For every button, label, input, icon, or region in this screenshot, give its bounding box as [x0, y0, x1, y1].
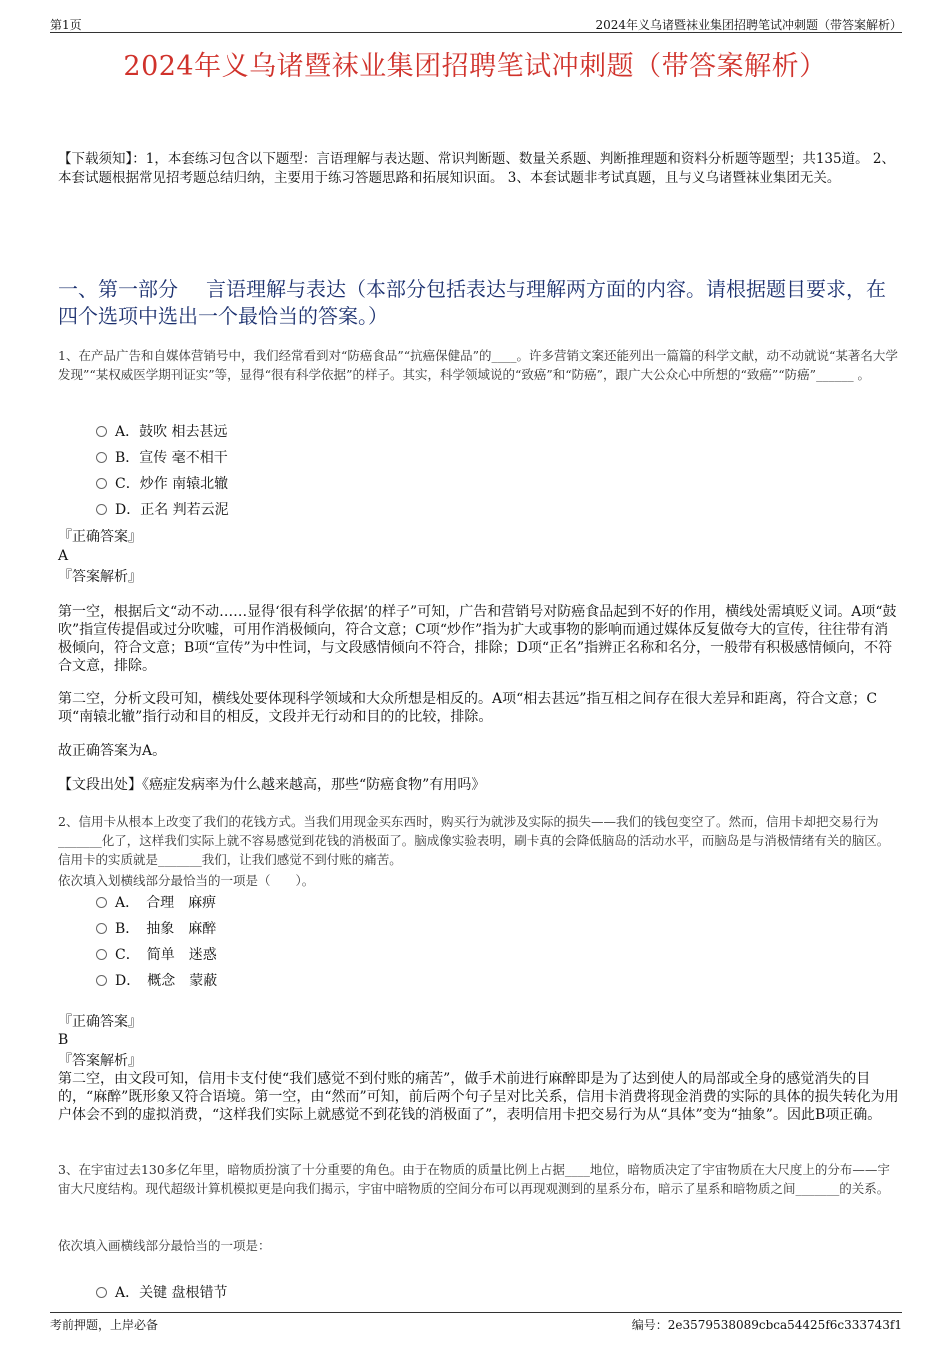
q2-answer-label: 『正确答案』 — [58, 1014, 142, 1030]
section-number: 一、第一部分 — [58, 277, 178, 301]
q3-stem: 3、在宇宙过去130多亿年里，暗物质扮演了十分重要的角色。由于在物质的质量比例上占据____地位，暗物质决定了宇宙物质在大尺度上的分布——宇宙大尺度结构。现代超级计算机模拟更是向我们揭示，宇宙中暗物质的空间分布可以再现观测到的星系分布，暗示了星系和暗物质之间_______的关系。 — [58, 1162, 890, 1196]
q1-analysis-p2: 第二空，分析文段可知，横线处要体现科学领域和大众所想是相反的。A项“相去甚远”指互相之间存在很大差异和距离，符合文意；C项“南辕北辙”指行动和目的相反，文段并无行动和目的的比较，排除。 — [58, 691, 878, 725]
q1-analysis-label: 『答案解析』 — [58, 569, 142, 585]
q3-option-a[interactable]: A．关键 盘根错节 — [96, 1283, 228, 1303]
q2-option-d[interactable]: D． 概念 蒙蔽 — [96, 971, 217, 991]
radio-icon[interactable] — [96, 949, 107, 960]
q2-analysis: 第二空，由文段可知，信用卡支付使“我们感觉不到付账的痛苦”，做手术前进行麻醉即是为了达到使人的局部或全身的感觉消失的目的，“麻醉”既形象又符合语境。第一空，由“然而”可知，前后两个句子呈对比关系，信用卡消费将现金消费的实际的具体的损失转化为用户体会不到的虚拟消费，“这样我们实际上就感觉不到花钱的消极面了”，表明信用卡把交易行为从“具体”变为“抽象”。因此B项正确。 — [58, 1071, 899, 1123]
page-title: 2024年义乌诸暨袜业集团招聘笔试冲刺题（带答案解析） — [123, 51, 827, 82]
radio-icon[interactable] — [96, 426, 107, 437]
q1-stem: 1、在产品广告和自媒体营销号中，我们经常看到对“防癌食品”“抗癌保健品”的____。许多营销文案还能列出一篇篇的科学文献，动不动就说“某著名大学发现”“某权威医学期刊证实”等，显得“很有科学依据”的样子。其实，科学领域说的“致癌”和“防癌”，跟广大公众心中所想的“致癌”“防癌”______ 。 — [58, 348, 898, 382]
q2-answer: B — [58, 1032, 69, 1048]
page-number: 第1页 — [50, 18, 82, 32]
radio-icon[interactable] — [96, 923, 107, 934]
radio-icon[interactable] — [96, 897, 107, 908]
q1-option-d[interactable]: D．正名 判若云泥 — [96, 500, 229, 520]
q2-option-b[interactable]: B． 抽象 麻醉 — [96, 919, 216, 939]
section-description: 言语理解与表达（本部分包括表达与理解两方面的内容。请根据题目要求，在四个选项中选出一个最恰当的答案。） — [58, 277, 886, 328]
section-heading — [58, 276, 898, 330]
q1-answer: A — [58, 548, 69, 564]
q1-answer-label: 『正确答案』 — [58, 529, 142, 545]
radio-icon[interactable] — [96, 452, 107, 463]
radio-icon[interactable] — [96, 504, 107, 515]
q2-option-c[interactable]: C． 简单 迷惑 — [96, 945, 217, 965]
q1-source: 【文段出处】《癌症发病率为什么越来越高，那些“防癌食物”有用吗》 — [58, 777, 486, 793]
q3-prompt: 依次填入画横线部分最恰当的一项是： — [58, 1238, 271, 1253]
q2-analysis-label: 『答案解析』 — [58, 1053, 142, 1069]
q1-option-b[interactable]: B．宣传 毫不相干 — [96, 448, 228, 468]
page-footer — [50, 1312, 902, 1333]
q2-stem: 2、信用卡从根本上改变了我们的花钱方式。当我们用现金买东西时，购买行为就涉及实际的损失——我们的钱包变空了。然而，信用卡却把交易行为_______化了，这样我们实际上就不容易感觉到花钱的消极面了。脑成像实验表明，刷卡真的会降低脑岛的活动水平，而脑岛是与消极情绪有关的脑区。信用卡的实质就是_______我们，让我们感觉不到付账的痛苦。 — [58, 814, 890, 867]
footer-slogan: 考前押题，上岸必备 — [50, 1318, 159, 1332]
q1-analysis-p1: 第一空，根据后文“动不动……显得‘很有科学依据’的样子”可知，广告和营销号对防癌食品起到不好的作用，横线处需填贬义词。A项“鼓吹”指宣传提倡或过分吹嘘，可用作消极倾向，符合文意；C项“炒作”指为扩大或事物的影响而通过媒体反复做夸大的宣传，往往带有消极倾向，符合文意；B项“宣传”为中性词，与文段感情倾向不符合，排除；D项“正名”指辨正名称和名分，一般带有积极感情倾向，不符合文意，排除。 — [58, 604, 897, 674]
document-id: 编号：2e3579538089cbca54425f6c333743f1 — [631, 1318, 902, 1332]
radio-icon[interactable] — [96, 975, 107, 986]
q2-option-a[interactable]: A． 合理 麻痹 — [96, 893, 216, 913]
download-notice: 【下载须知】：1，本套练习包含以下题型：言语理解与表达题、常识判断题、数量关系题、判断推理题和资料分析题等题型；共135道。 2、本套试题根据常见招考题总结归纳，主要用于练习答题思路和拓展知识面。 3、本套试题非考试真题，且与义乌诸暨袜业集团无关。 — [58, 151, 895, 186]
q1-option-a[interactable]: A．鼓吹 相去甚远 — [96, 422, 228, 442]
q1-option-c[interactable]: C．炒作 南辕北辙 — [96, 474, 228, 494]
q1-conclusion: 故正确答案为A。 — [58, 743, 167, 759]
page-header — [50, 14, 902, 33]
header-doc-title: 2024年义乌诸暨袜业集团招聘笔试冲刺题（带答案解析） — [595, 18, 902, 32]
q2-prompt: 依次填入划横线部分最恰当的一项是（ ）。 — [58, 873, 315, 888]
radio-icon[interactable] — [96, 478, 107, 489]
radio-icon[interactable] — [96, 1287, 107, 1298]
